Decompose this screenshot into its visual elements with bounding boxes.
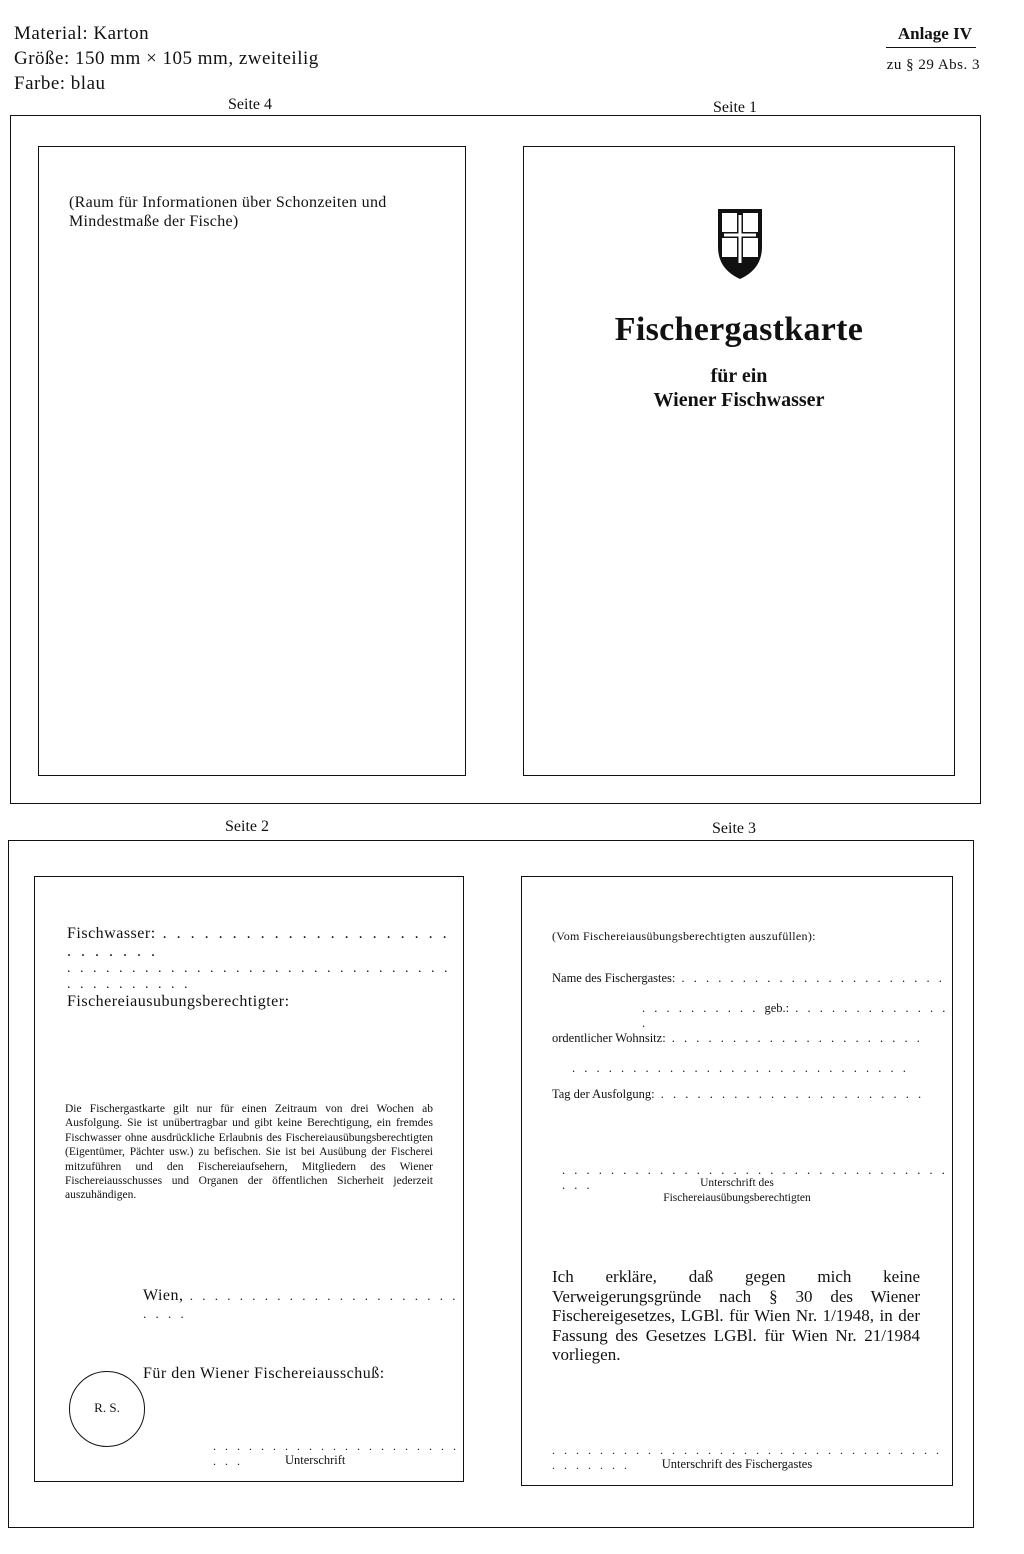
wien-label: Wien, (143, 1287, 184, 1304)
fischwasser-dots: . . . . . . . . . . . . . . . . . . . . . . . . . . . . (67, 925, 450, 960)
issue-date-field (552, 1087, 924, 1102)
residence-dots: . . . . . . . . . . . . . . . . . . . . . (665, 1031, 923, 1045)
berechtigter-signature-label-2: Fischereiausübungsberechtigten (663, 1192, 811, 1204)
page4-panel (38, 146, 466, 776)
wien-dots: . . . . . . . . . . . . . . . . . . . . . . . . . . (143, 1288, 459, 1321)
residence-dots-line2: . . . . . . . . . . . . . . . . . . . . . . . . . . . . (572, 1061, 909, 1075)
page4-label: Seite 4 (228, 96, 272, 113)
seal-text: R. S. (94, 1400, 120, 1415)
guest-signature-dots: . . . . . . . . . . . . . . . . . . . . . . . . . . . . . . . . . . . . . . . . (552, 1443, 942, 1472)
vienna-coat-of-arms-icon (716, 207, 764, 281)
berechtigter-signature-dots: . . . . . . . . . . . . . . . . . . . . . . . . . . . . . . . . . . . (562, 1163, 948, 1192)
ausschuss-label: Für den Wiener Fischereiausschuß: (143, 1365, 385, 1382)
page2-label: Seite 2 (225, 818, 269, 835)
fill-instruction: (Vom Fischereiausübungsberechtigten auszufüllen): (552, 929, 816, 943)
card-notice-text: Die Fischergastkarte gilt nur für einen Zeitraum von drei Wochen ab Ausfolgung. Sie ist unübertragbar und gibt keine Berechtigung, ein fremdes Fischwasser ohne ausdrückliche Erlaubnis des Fischereiausübungsberechtigten (Eigentümer, Pächter usw.) zu befischen. Sie ist bei Ausübung der Fischerei mitzuführen und den Fischereiaufsehern, Mitgliedern des Wiener Fischereiausschusses und Organen der öffentlichen Sicherheit jederzeit auszuhändigen. (65, 1103, 433, 1202)
card-subtitle-1: für ein (710, 365, 768, 387)
guest-name-dots: . . . . . . . . . . . . . . . . . . . . . . (675, 971, 945, 985)
page1-label: Seite 1 (713, 99, 757, 116)
page3-panel (521, 876, 953, 1486)
birth-dots-after: . . . . . . . . . . . . . . (642, 1001, 949, 1030)
page1-panel (523, 146, 955, 776)
card-subtitle-2: Wiener Fischwasser (653, 389, 825, 411)
birth-dots-before: . . . . . . . . . . (642, 1001, 765, 1015)
guest-declaration: Ich erkläre, daß gegen mich keine Verweigerungsgründe nach § 30 des Wiener Fischereigesetzes, LGBl. für Wien Nr. 1/1948, in der Fassung des Gesetzes LGBl. für Wien Nr. 21/1984 vorliegen. (552, 1267, 920, 1364)
annex-title: Anlage IV (897, 24, 972, 43)
birth-field (642, 1001, 952, 1031)
material-label: Material: Karton (14, 23, 150, 44)
page2-panel (34, 876, 464, 1482)
fischwasser-label: Fischwasser: (67, 925, 156, 942)
birth-label: geb.: (764, 1001, 790, 1015)
wien-field (143, 1287, 463, 1323)
issue-date-dots: . . . . . . . . . . . . . . . . . . . . . . (654, 1087, 925, 1101)
size-label: Größe: 150 mm × 105 mm, zweiteilig (14, 48, 319, 69)
signature-dots: . . . . . . . . . . . . . . . . . . . . . . . . (213, 1439, 459, 1468)
guest-name-label: Name des Fischergastes: (552, 971, 676, 985)
annex-divider (886, 47, 976, 48)
color-label: Farbe: blau (14, 73, 106, 94)
guest-signature-label: Unterschrift des Fischergastes (661, 1457, 813, 1471)
page4-info-text: (Raum für Informationen über Schonzeiten und Mindestmaße der Fische) (69, 194, 387, 230)
annex-reference: zu § 29 Abs. 3 (886, 57, 980, 73)
guest-name-field (552, 971, 945, 986)
issue-date-label: Tag der Ausfolgung: (552, 1087, 655, 1101)
fischwasser-dots-line2: . . . . . . . . . . . . . . . . . . . . . . . . . . . . . . . . . . . . . . . . (67, 961, 451, 992)
residence-field (552, 1031, 923, 1046)
berechtigter-signature-label-1: Unterschrift des (700, 1177, 774, 1189)
official-seal (69, 1371, 145, 1447)
residence-label: ordentlicher Wohnsitz: (552, 1031, 666, 1045)
berechtigter-label: Fischereiausubungsberechtigter: (67, 993, 290, 1010)
fischwasser-field (67, 925, 463, 961)
card-title: Fischergastkarte (614, 311, 864, 348)
signature-label: Unterschrift (285, 1453, 346, 1467)
page3-label: Seite 3 (712, 820, 756, 837)
